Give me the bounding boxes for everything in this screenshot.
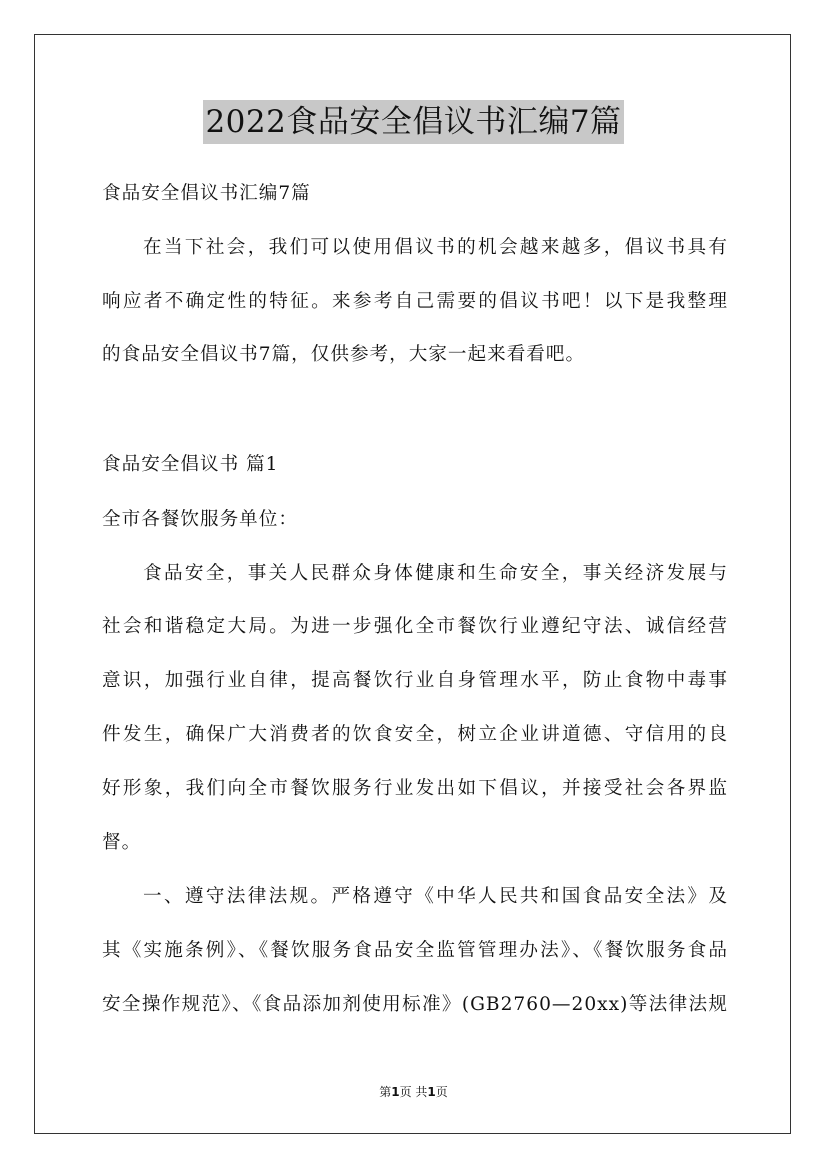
body-line-5: 好形象，我们向全市餐饮服务行业发出如下倡议，并接受社会各界监 [102, 778, 728, 799]
body-line-1: 食品安全，事关人民群众身体健康和生命安全，事关经济发展与 [143, 563, 728, 584]
body-line-3: 意识，加强行业自律，提高餐饮行业自身管理水平，防止食物中毒事 [102, 670, 728, 691]
document-title: 2022食品安全倡议书汇编7篇 [203, 100, 623, 144]
footer-suffix: 页 [435, 1085, 448, 1099]
footer-prefix: 第 [379, 1085, 392, 1099]
salutation-line: 全市各餐饮服务单位： [102, 509, 298, 530]
footer-total-pages: 1 [427, 1085, 436, 1099]
clause-line-2: 其《实施条例》、《餐饮服务食品安全监管管理办法》、《餐饮服务食品 [102, 940, 728, 961]
body-line-6: 督。 [102, 832, 142, 853]
subtitle-line: 食品安全倡议书汇编7篇 [102, 183, 311, 204]
body-line-2: 社会和谐稳定大局。为进一步强化全市餐饮行业遵纪守法、诚信经营 [102, 616, 728, 637]
footer-current-page: 1 [391, 1085, 400, 1099]
footer-mid: 页 共 [399, 1085, 428, 1099]
section-heading: 食品安全倡议书 篇1 [102, 454, 279, 475]
intro-line-2: 响应者不确定性的特征。来参考自己需要的倡议书吧！以下是我整理 [102, 291, 728, 312]
intro-line-3: 的食品安全倡议书7篇，仅供参考，大家一起来看看吧。 [102, 344, 586, 365]
clause-line-1: 一、遵守法律法规。严格遵守《中华人民共和国食品安全法》及 [143, 886, 728, 907]
clause-line-3: 安全操作规范》、《食品添加剂使用标准》(GB2760—20xx)等法律法规 [102, 994, 728, 1015]
page-footer [0, 1083, 827, 1101]
title-container [0, 100, 827, 144]
body-line-4: 件发生，确保广大消费者的饮食安全，树立企业讲道德、守信用的良 [102, 724, 728, 745]
intro-line-1: 在当下社会，我们可以使用倡议书的机会越来越多，倡议书具有 [143, 237, 728, 258]
